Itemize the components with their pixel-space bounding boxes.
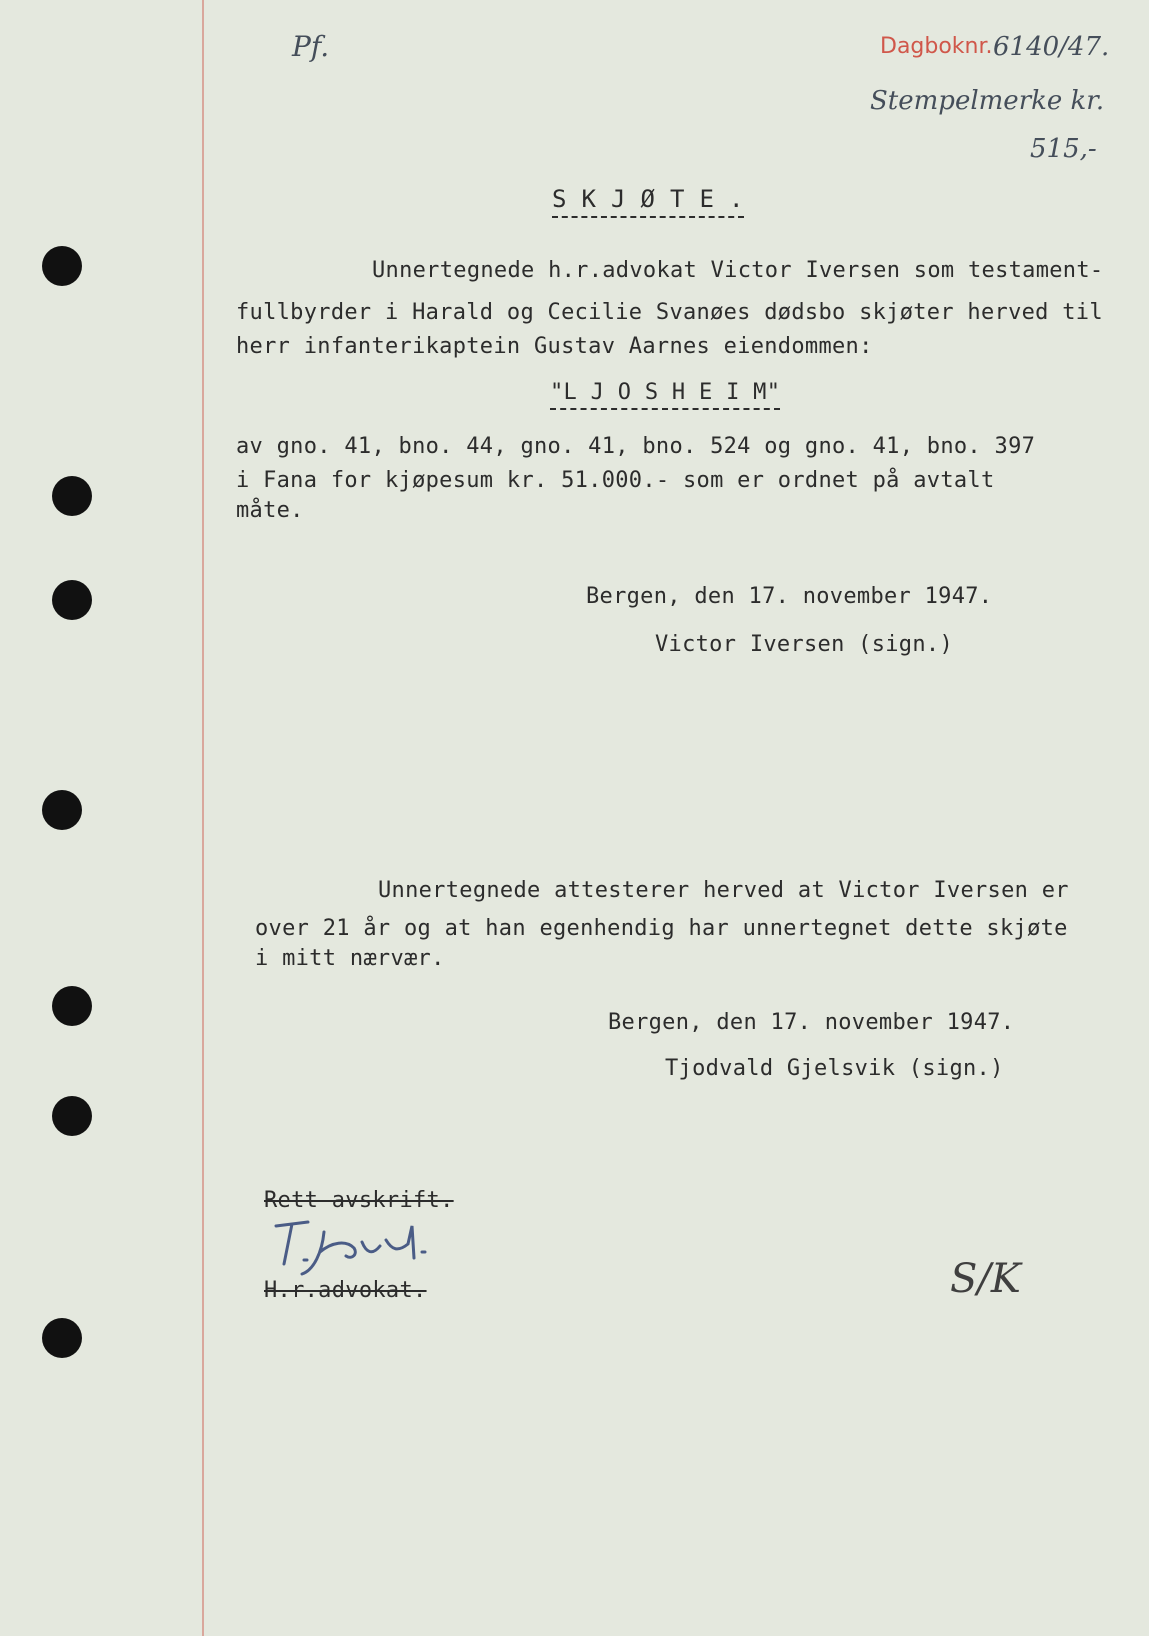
stamp-fee-amount: 515,- bbox=[1030, 134, 1097, 164]
handwritten-mark: S/K bbox=[950, 1256, 1021, 1302]
body-line: av gno. 41, bno. 44, gno. 41, bno. 524 og gno. 41, bno. 397 bbox=[236, 434, 1036, 459]
property-name: "L J O S H E I M" bbox=[550, 380, 780, 410]
body-line: Unnertegnede h.r.advokat Victor Iversen som testament- bbox=[372, 258, 1104, 283]
journal-number: 6140/47. bbox=[993, 32, 1110, 62]
body-line: herr infanterikaptein Gustav Aarnes eiendommen: bbox=[236, 334, 873, 359]
punch-hole-icon bbox=[42, 246, 82, 286]
journal-stamp-label: Dagboknr. bbox=[880, 34, 993, 59]
body-line: i mitt nærvær. bbox=[255, 946, 445, 971]
certifier-title: H.r.advokat. bbox=[264, 1278, 427, 1303]
punch-hole-icon bbox=[52, 986, 92, 1026]
margin-line bbox=[202, 0, 204, 1636]
place-date: Bergen, den 17. november 1947. bbox=[608, 1010, 1015, 1035]
initials: Pf. bbox=[292, 30, 330, 63]
punch-hole-icon bbox=[42, 790, 82, 830]
body-line: fullbyrder i Harald og Cecilie Svanøes dødsbo skjøter herved til bbox=[236, 300, 1103, 325]
certified-copy: Rett avskrift. bbox=[264, 1188, 454, 1213]
document-title: S K J Ø T E . bbox=[552, 186, 744, 218]
place-date: Bergen, den 17. november 1947. bbox=[586, 584, 993, 609]
punch-hole-icon bbox=[42, 1318, 82, 1358]
punch-hole-icon bbox=[52, 580, 92, 620]
signature-line: Victor Iversen (sign.) bbox=[655, 632, 953, 657]
stamp-fee-label: Stempelmerke kr. bbox=[870, 86, 1105, 116]
body-line: Unnertegnede attesterer herved at Victor Iversen er bbox=[378, 878, 1069, 903]
body-line: i Fana for kjøpesum kr. 51.000.- som er ordnet på avtalt bbox=[236, 468, 995, 493]
handwritten-signature-icon bbox=[262, 1212, 472, 1282]
punch-hole-icon bbox=[52, 1096, 92, 1136]
signature-line: Tjodvald Gjelsvik (sign.) bbox=[665, 1056, 1004, 1081]
body-line: over 21 år og at han egenhendig har unnertegnet dette skjøte bbox=[255, 916, 1068, 941]
punch-hole-icon bbox=[52, 476, 92, 516]
body-line: måte. bbox=[236, 498, 304, 523]
